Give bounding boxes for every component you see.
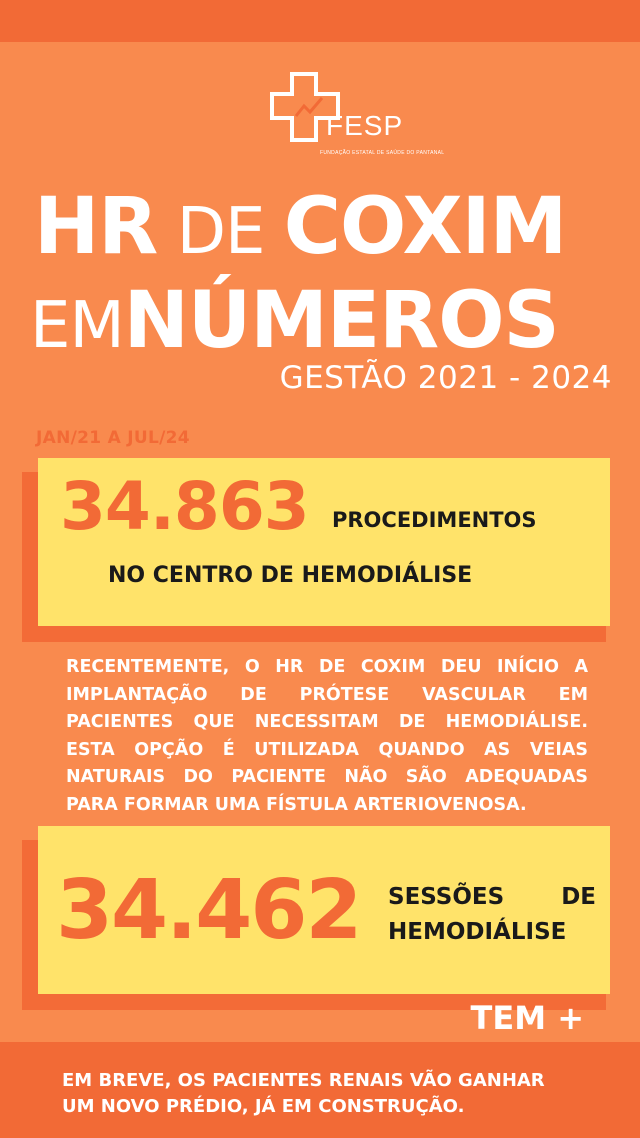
top-band: [0, 0, 640, 42]
title-hr: HR: [34, 182, 158, 272]
logo-subtitle: FUNDAÇÃO ESTATAL DE SAÚDE DO PANTANAL: [320, 150, 445, 156]
paragraph-line: RECENTEMENTE, O HR DE COXIM DEU INÍCIO A: [66, 657, 588, 677]
paragraph-line: PARA FORMAR UMA FÍSTULA ARTERIOVENOSA.: [66, 794, 527, 815]
title-numeros: NÚMEROS: [123, 276, 559, 366]
gestao-subtitle: GESTÃO 2021 - 2024: [279, 360, 612, 396]
more-label: TEM +: [470, 999, 584, 1037]
paragraph-line: PACIENTES QUE NECESSITAM DE HEMODIÁLISE.: [66, 712, 588, 732]
title-de: DE: [157, 195, 284, 269]
logo-text: FESP: [326, 110, 404, 141]
stat1-number: 34.863: [60, 468, 309, 545]
title-line-1: [34, 182, 567, 272]
description-paragraph: [66, 654, 588, 819]
title-line-2: [30, 276, 559, 366]
footer-line: UM NOVO PRÉDIO, JÁ EM CONSTRUÇÃO.: [62, 1096, 465, 1117]
stat2-number: 34.462: [56, 863, 361, 958]
title-em: EM: [30, 289, 124, 363]
paragraph-line: IMPLANTAÇÃO DE PRÓTESE VASCULAR EM: [66, 684, 588, 705]
fesp-logo: [270, 72, 445, 162]
paragraph-line: NATURAIS DO PACIENTE NÃO SÃO ADEQUADAS: [66, 767, 588, 787]
stat1-label-a: PROCEDIMENTOS: [332, 508, 537, 532]
period-label: JAN/21 A JUL/24: [36, 428, 190, 448]
footer-text: [62, 1068, 592, 1120]
title-coxim: COXIM: [283, 182, 567, 272]
footer-line: EM BREVE, OS PACIENTES RENAIS VÃO GANHAR: [62, 1070, 545, 1091]
stat1-label-b: NO CENTRO DE HEMODIÁLISE: [108, 563, 473, 588]
stat2-label: SESSÕES DE HEMODIÁLISE: [388, 884, 596, 945]
paragraph-line: ESTA OPÇÃO É UTILIZADA QUANDO AS VEIAS: [66, 739, 588, 760]
